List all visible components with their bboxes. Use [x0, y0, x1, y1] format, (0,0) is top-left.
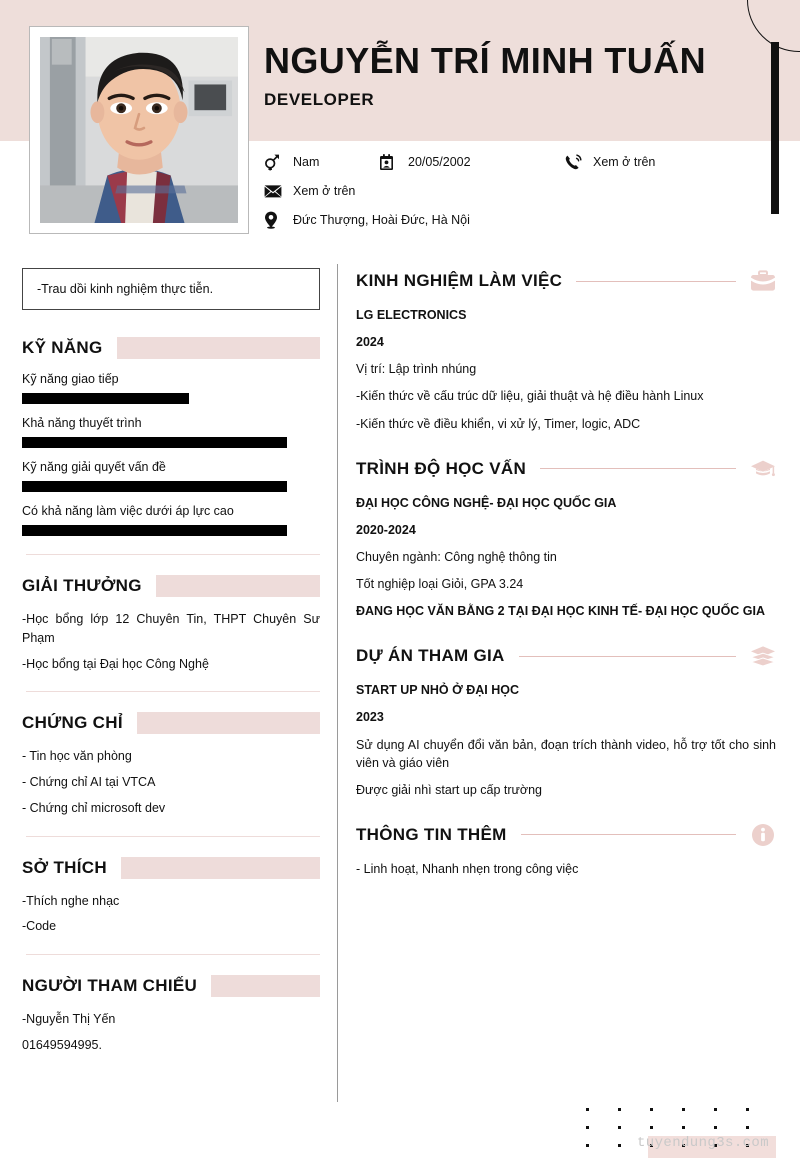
contact-row-2 [264, 181, 784, 201]
contact-address [264, 210, 470, 230]
section-hobbies-header [22, 857, 320, 879]
gender-icon [264, 152, 286, 172]
section-skills-header [22, 337, 320, 359]
calendar-icon [379, 152, 401, 172]
graduation-cap-icon [750, 456, 776, 482]
certificate-item: - Chứng chỉ AI tại VTCA [22, 775, 156, 789]
contact-gender [264, 152, 379, 172]
reference-item: 01649594995. [22, 1037, 102, 1052]
section-certificates [22, 712, 320, 817]
section-projects-body [356, 681, 776, 799]
hobby-item: -Code [22, 919, 57, 934]
section-certificates-body [22, 747, 320, 817]
contact-address-value: Đức Thượng, Hoài Đức, Hà Nội [293, 212, 470, 227]
section-certificates-title: CHỨNG CHỈ [22, 713, 123, 733]
dot [618, 1108, 621, 1111]
section-hobbies [22, 857, 320, 937]
section-certificates-header [22, 712, 320, 734]
skill-bar [22, 437, 287, 448]
skill-track [22, 525, 320, 536]
dot [682, 1126, 685, 1129]
section-hobbies-body [22, 892, 320, 937]
skill-label: Kỹ năng giao tiếp [22, 372, 119, 386]
skill-item [22, 416, 320, 448]
section-references-body [22, 1010, 320, 1055]
section-references [22, 975, 320, 1055]
award-item: -Học bổng lớp 12 Chuyên Tin, THPT Chuyên Sư Phạm [22, 612, 320, 645]
skill-label: Khả năng thuyết trình [22, 416, 142, 430]
skill-label: Kỹ năng giải quyết vấn đề [22, 460, 166, 474]
section-awards-title: GIẢI THƯỞNG [22, 576, 142, 595]
education-line: Tốt nghiệp loại Giỏi, GPA 3.24 [356, 577, 524, 591]
reference-item: -Nguyễn Thị Yến [22, 1012, 116, 1026]
section-rule [540, 468, 736, 469]
education-year: 2020-2024 [356, 522, 416, 537]
contact-email-value: Xem ở trên [293, 183, 356, 198]
dot [746, 1126, 749, 1129]
contact-birthdate [379, 152, 564, 172]
skill-label: Có khả năng làm việc dưới áp lực cao [22, 504, 234, 518]
skill-track [22, 481, 320, 492]
location-pin-icon [264, 210, 286, 230]
dot [714, 1108, 717, 1111]
main-right [356, 268, 776, 901]
layers-icon [750, 643, 776, 669]
skill-bar [22, 393, 189, 404]
experience-year: 2024 [356, 335, 384, 350]
skill-item [22, 504, 320, 536]
dot [650, 1108, 653, 1111]
section-awards-body [22, 610, 320, 673]
project-name: START UP NHỎ Ở ĐẠI HỌC [356, 683, 519, 698]
contact-row-3 [264, 210, 784, 230]
skill-track [22, 437, 320, 448]
education-note: ĐANG HỌC VĂN BẰNG 2 TẠI ĐẠI HỌC KINH TẾ- ĐẠI HỌC QUỐC GIA [356, 604, 766, 619]
section-rule [576, 281, 736, 282]
section-awards-header [22, 575, 320, 597]
dot [618, 1144, 621, 1147]
section-education-body [356, 494, 776, 621]
section-hobbies-title: SỞ THÍCH [22, 857, 107, 877]
dot [586, 1144, 589, 1147]
skill-item [22, 372, 320, 404]
project-line: Được giải nhì start up cấp trường [356, 782, 542, 797]
section-experience-title: KINH NGHIỆM LÀM VIỆC [356, 271, 563, 290]
section-title-highlight [211, 975, 320, 997]
contact-gender-value: Nam [293, 154, 320, 169]
section-title-highlight [117, 337, 321, 359]
profile-photo-frame [29, 26, 249, 234]
section-awards [22, 575, 320, 673]
skill-bar [22, 481, 287, 492]
section-additional-title: THÔNG TIN THÊM [356, 824, 507, 844]
section-title-highlight [156, 575, 320, 597]
certificate-item: - Tin học văn phòng [22, 749, 132, 764]
section-experience-body [356, 306, 776, 433]
experience-line: -Kiến thức về cấu trúc dữ liệu, giải thuật và hệ điều hành Linux [356, 389, 704, 404]
award-item: -Học bổng tại Đại học Công Nghệ [22, 656, 209, 671]
section-education-header [356, 456, 776, 482]
briefcase-icon [750, 268, 776, 294]
phone-icon [564, 152, 586, 172]
section-projects-title: DỰ ÁN THAM GIA [356, 646, 505, 666]
education-school: ĐẠI HỌC CÔNG NGHỆ- ĐẠI HỌC QUỐC GIA [356, 495, 617, 510]
project-line: Sử dụng AI chuyển đổi văn bản, đoạn trích thành video, hỗ trợ tốt cho sinh viên và giáo viên [356, 737, 776, 770]
contact-row-1 [264, 152, 784, 172]
section-rule [26, 691, 320, 692]
dot-row [586, 1108, 778, 1111]
experience-company: LG ELECTRONICS [356, 308, 467, 322]
section-skills-title: KỸ NĂNG [22, 338, 103, 357]
section-projects [356, 643, 776, 799]
dot [714, 1126, 717, 1129]
section-references-title: NGƯỜI THAM CHIẾU [22, 976, 198, 995]
section-rule [519, 656, 736, 657]
contact-list [264, 152, 784, 239]
section-references-header [22, 975, 320, 997]
dot [650, 1126, 653, 1129]
section-education [356, 456, 776, 621]
section-rule [26, 554, 320, 555]
name-block [264, 42, 706, 110]
section-title-highlight [137, 712, 320, 734]
section-experience [356, 268, 776, 433]
section-skills [22, 337, 320, 536]
page-title: NGUYỄN TRÍ MINH TUẤN [264, 40, 706, 81]
experience-line: -Kiến thức về điều khiển, vi xử lý, Timer, logic, ADC [356, 416, 641, 431]
section-additional-body [356, 860, 776, 878]
contact-phone-value: Xem ở trên [593, 154, 656, 169]
contact-birthdate-value: 20/05/2002 [408, 154, 471, 169]
section-projects-header [356, 643, 776, 669]
section-title-highlight [121, 857, 320, 879]
dot [682, 1108, 685, 1111]
envelope-icon [264, 181, 286, 201]
dot-row [586, 1126, 778, 1129]
contact-email [264, 181, 355, 201]
info-circle-icon [750, 822, 776, 848]
hobby-item: -Thích nghe nhạc [22, 893, 120, 908]
sidebar-left [22, 268, 320, 1062]
section-experience-header [356, 268, 776, 294]
experience-line: Vị trí: Lập trình nhúng [356, 362, 477, 377]
dot [586, 1126, 589, 1129]
dot [586, 1108, 589, 1111]
dot [746, 1108, 749, 1111]
section-additional-header [356, 822, 776, 848]
column-divider [337, 264, 338, 1102]
intro-box: -Trau dồi kinh nghiệm thực tiễn. [22, 268, 320, 310]
section-additional [356, 822, 776, 878]
section-rule [26, 836, 320, 837]
job-title: DEVELOPER [264, 89, 375, 109]
section-education-title: TRÌNH ĐỘ HỌC VẤN [356, 458, 527, 478]
section-skills-body [22, 372, 320, 536]
skill-track [22, 393, 320, 404]
section-rule [521, 834, 736, 835]
certificate-item: - Chứng chỉ microsoft dev [22, 800, 166, 815]
education-line: Chuyên ngành: Công nghệ thông tin [356, 549, 557, 564]
watermark-text: tuyendung3s.com [637, 1135, 770, 1151]
skill-item [22, 460, 320, 492]
dot [618, 1126, 621, 1129]
avatar [40, 37, 238, 223]
skill-bar [22, 525, 287, 536]
contact-phone [564, 152, 655, 172]
additional-line: - Linh hoạt, Nhanh nhẹn trong công việc [356, 861, 579, 876]
section-rule [26, 954, 320, 955]
project-year: 2023 [356, 710, 384, 725]
